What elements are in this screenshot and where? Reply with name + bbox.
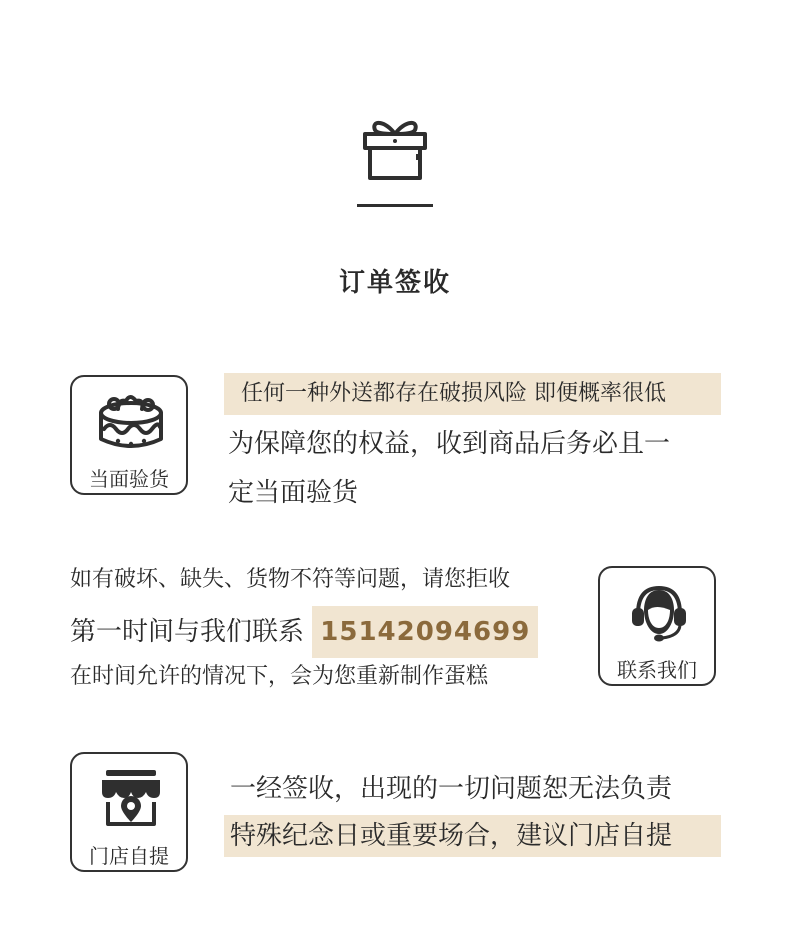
contact-text: 第一时间与我们联系 [70, 617, 305, 647]
badge-inspect-on-delivery [70, 375, 188, 495]
customer-service-headset-icon [624, 580, 694, 646]
badge-label: 门店自提 [89, 844, 169, 868]
protection-line-1: 为保障您的权益，收到商品后务必且一 [228, 429, 671, 459]
phone-number[interactable]: 15142094699 [312, 606, 538, 658]
badge-label: 联系我们 [617, 658, 697, 682]
badge-label: 当面验货 [89, 467, 169, 491]
title-divider [357, 204, 433, 207]
risk-notice-line: 任何一种外送都存在破损风险 即便概率很低 [224, 373, 721, 415]
remake-notice-line: 在时间允许的情况下，会为您重新制作蛋糕 [70, 664, 489, 689]
cake-icon [96, 389, 166, 455]
contact-line [70, 606, 538, 658]
store-location-icon [96, 766, 166, 832]
page-title: 订单签收 [338, 268, 451, 298]
liability-line: 一经签收，出现的一切问题恕无法负责 [230, 774, 673, 804]
badge-contact-us[interactable] [598, 566, 716, 686]
gift-icon [361, 116, 429, 184]
badge-store-pickup [70, 752, 188, 872]
pickup-suggestion-line: 特殊纪念日或重要场合，建议门店自提 [224, 815, 721, 857]
refuse-notice-line: 如有破坏、缺失、货物不符等问题，请您拒收 [70, 567, 511, 592]
protection-line-2: 定当面验货 [228, 478, 359, 508]
